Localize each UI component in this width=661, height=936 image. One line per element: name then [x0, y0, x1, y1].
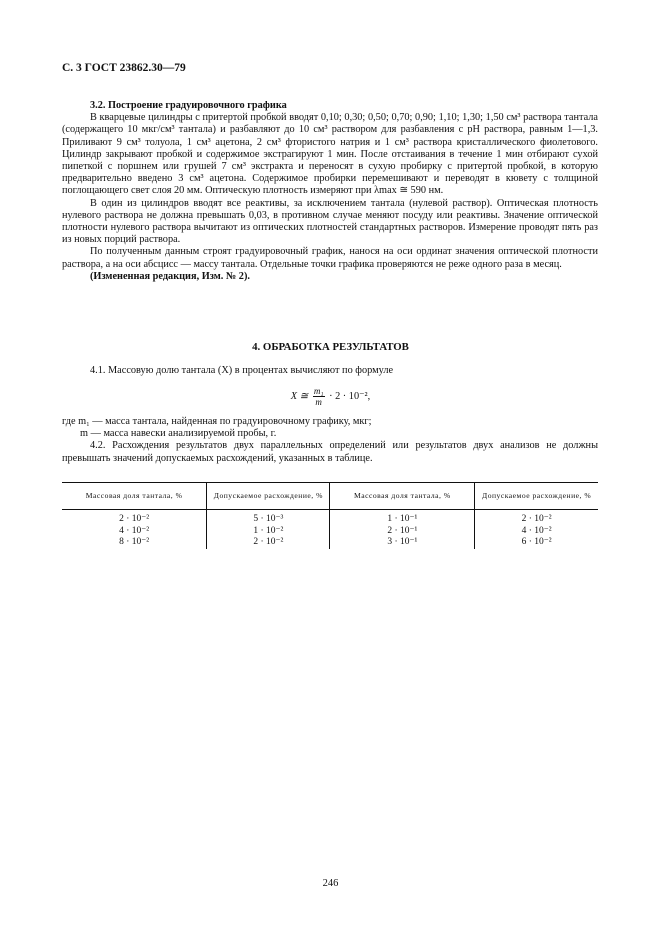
table-cell: 2 · 10⁻² — [207, 537, 330, 549]
table-cell: 2 · 10⁻² — [475, 510, 598, 526]
table-cell: 6 · 10⁻² — [475, 537, 598, 549]
paragraph-4-2: 4.2. Расхождения результатов двух параллельных определений или результатов двух анализов не должны превышать значений допускаемых расхождений, указанных в таблице. — [62, 440, 598, 464]
section-title: 4. ОБРАБОТКА РЕЗУЛЬТАТОВ — [252, 341, 409, 353]
column-header: Допускаемое расхождение, % — [207, 483, 330, 510]
table-cell: 1 · 10⁻¹ — [330, 510, 475, 526]
table-row — [62, 510, 598, 526]
table-cell: 4 · 10⁻² — [119, 525, 150, 536]
table-row — [62, 537, 598, 549]
column-header: Массовая доля тантала, % — [62, 483, 207, 510]
paragraph-4-1: 4.1. Массовую долю тантала (X) в процентах вычисляют по формуле — [90, 365, 394, 376]
table-cell: 2 · 10⁻¹ — [330, 526, 475, 538]
formula-numerator: m₁ — [313, 386, 324, 396]
formula-lhs: X ≅ — [290, 390, 309, 402]
table-row — [62, 526, 598, 538]
page-number: 246 — [322, 878, 339, 889]
paragraph: В один из цилиндров вводят все реактивы, за исключением тантала (нулевой раствор). Оптическая плотность нулевого раствора не должна превышать 0,03, в противном случае меняют посуду или реактивы. Значение оптической плотности нулевого раствора вычитают из оптических плотностей стандартных растворов. Измерение проводят пять раз из новых порций раствора. — [62, 197, 598, 246]
table-cell: 3 · 10⁻¹ — [330, 537, 475, 549]
formula-fraction — [313, 386, 325, 407]
column-header: Массовая доля тантала, % — [330, 483, 475, 510]
edition-note: (Измененная редакция, Изм. № 2). — [90, 270, 250, 282]
table-cell: 5 · 10⁻³ — [207, 510, 330, 526]
table-cell: 4 · 10⁻² — [475, 526, 598, 538]
table-header-row — [62, 483, 598, 510]
formula-rhs: · 2 · 10⁻², — [329, 390, 371, 402]
paragraph: В кварцевые цилиндры с притертой пробкой вводят 0,10; 0,30; 0,50; 0,70; 0,90; 1,10; 1,30; 1,50 см³ раствора тантала (содержащего 10 мкг/см³ тантала) и разбавляют до 10 см³ раствором для разбавления с pH раствора, равным 1—1,3. Приливают 9 см³ толуола, 1 см³ ацетона, 2 см³ фтористого натрия и 1 см³ раствора кристаллического фиолетового. Цилиндр закрывают пробкой и содержимое экстрагируют 1 мин. После отстаивания в течение 1 мин отбирают сухой пипеткой с поршнем или грушей 7 см³ экстракта и переносят в сухую пробирку с притертой пробкой, в которую предварительно введено 3 см³ ацетона. Содержимое пробирки перемешивают и переводят в кювету с толщиной поглощающего свет слоя 20 мм. Оптическую плотность измеряют при λmax ≅ 590 нм. — [62, 112, 598, 197]
section-heading: 3.2. Построение градуировочного графика — [90, 100, 287, 111]
section-3-2 — [62, 100, 598, 283]
legend-line: m — масса навески анализируемой пробы, г. — [80, 428, 277, 440]
table-cell: 8 · 10⁻² — [119, 537, 150, 547]
formula-denominator: m — [315, 397, 322, 407]
page-header: С. 3 ГОСТ 23862.30—79 — [62, 62, 186, 74]
table-cell: 1 · 10⁻² — [207, 526, 330, 538]
table-cell: 2 · 10⁻² — [119, 514, 150, 524]
legend-line: где m₁ — масса тантала, найденная по градуировочному графику, мкг; — [62, 416, 372, 427]
paragraph: По полученным данным строят градуировочный график, нанося на оси ординат значения оптической плотности раствора, а на оси абсцисс — массу тантала. Отдельные точки графика проверяются не реже одного раза в месяц. — [62, 246, 598, 270]
column-header: Допускаемое расхождение, % — [475, 483, 598, 510]
tolerance-table — [62, 482, 598, 549]
formula-legend — [62, 416, 598, 465]
formula — [0, 386, 661, 407]
